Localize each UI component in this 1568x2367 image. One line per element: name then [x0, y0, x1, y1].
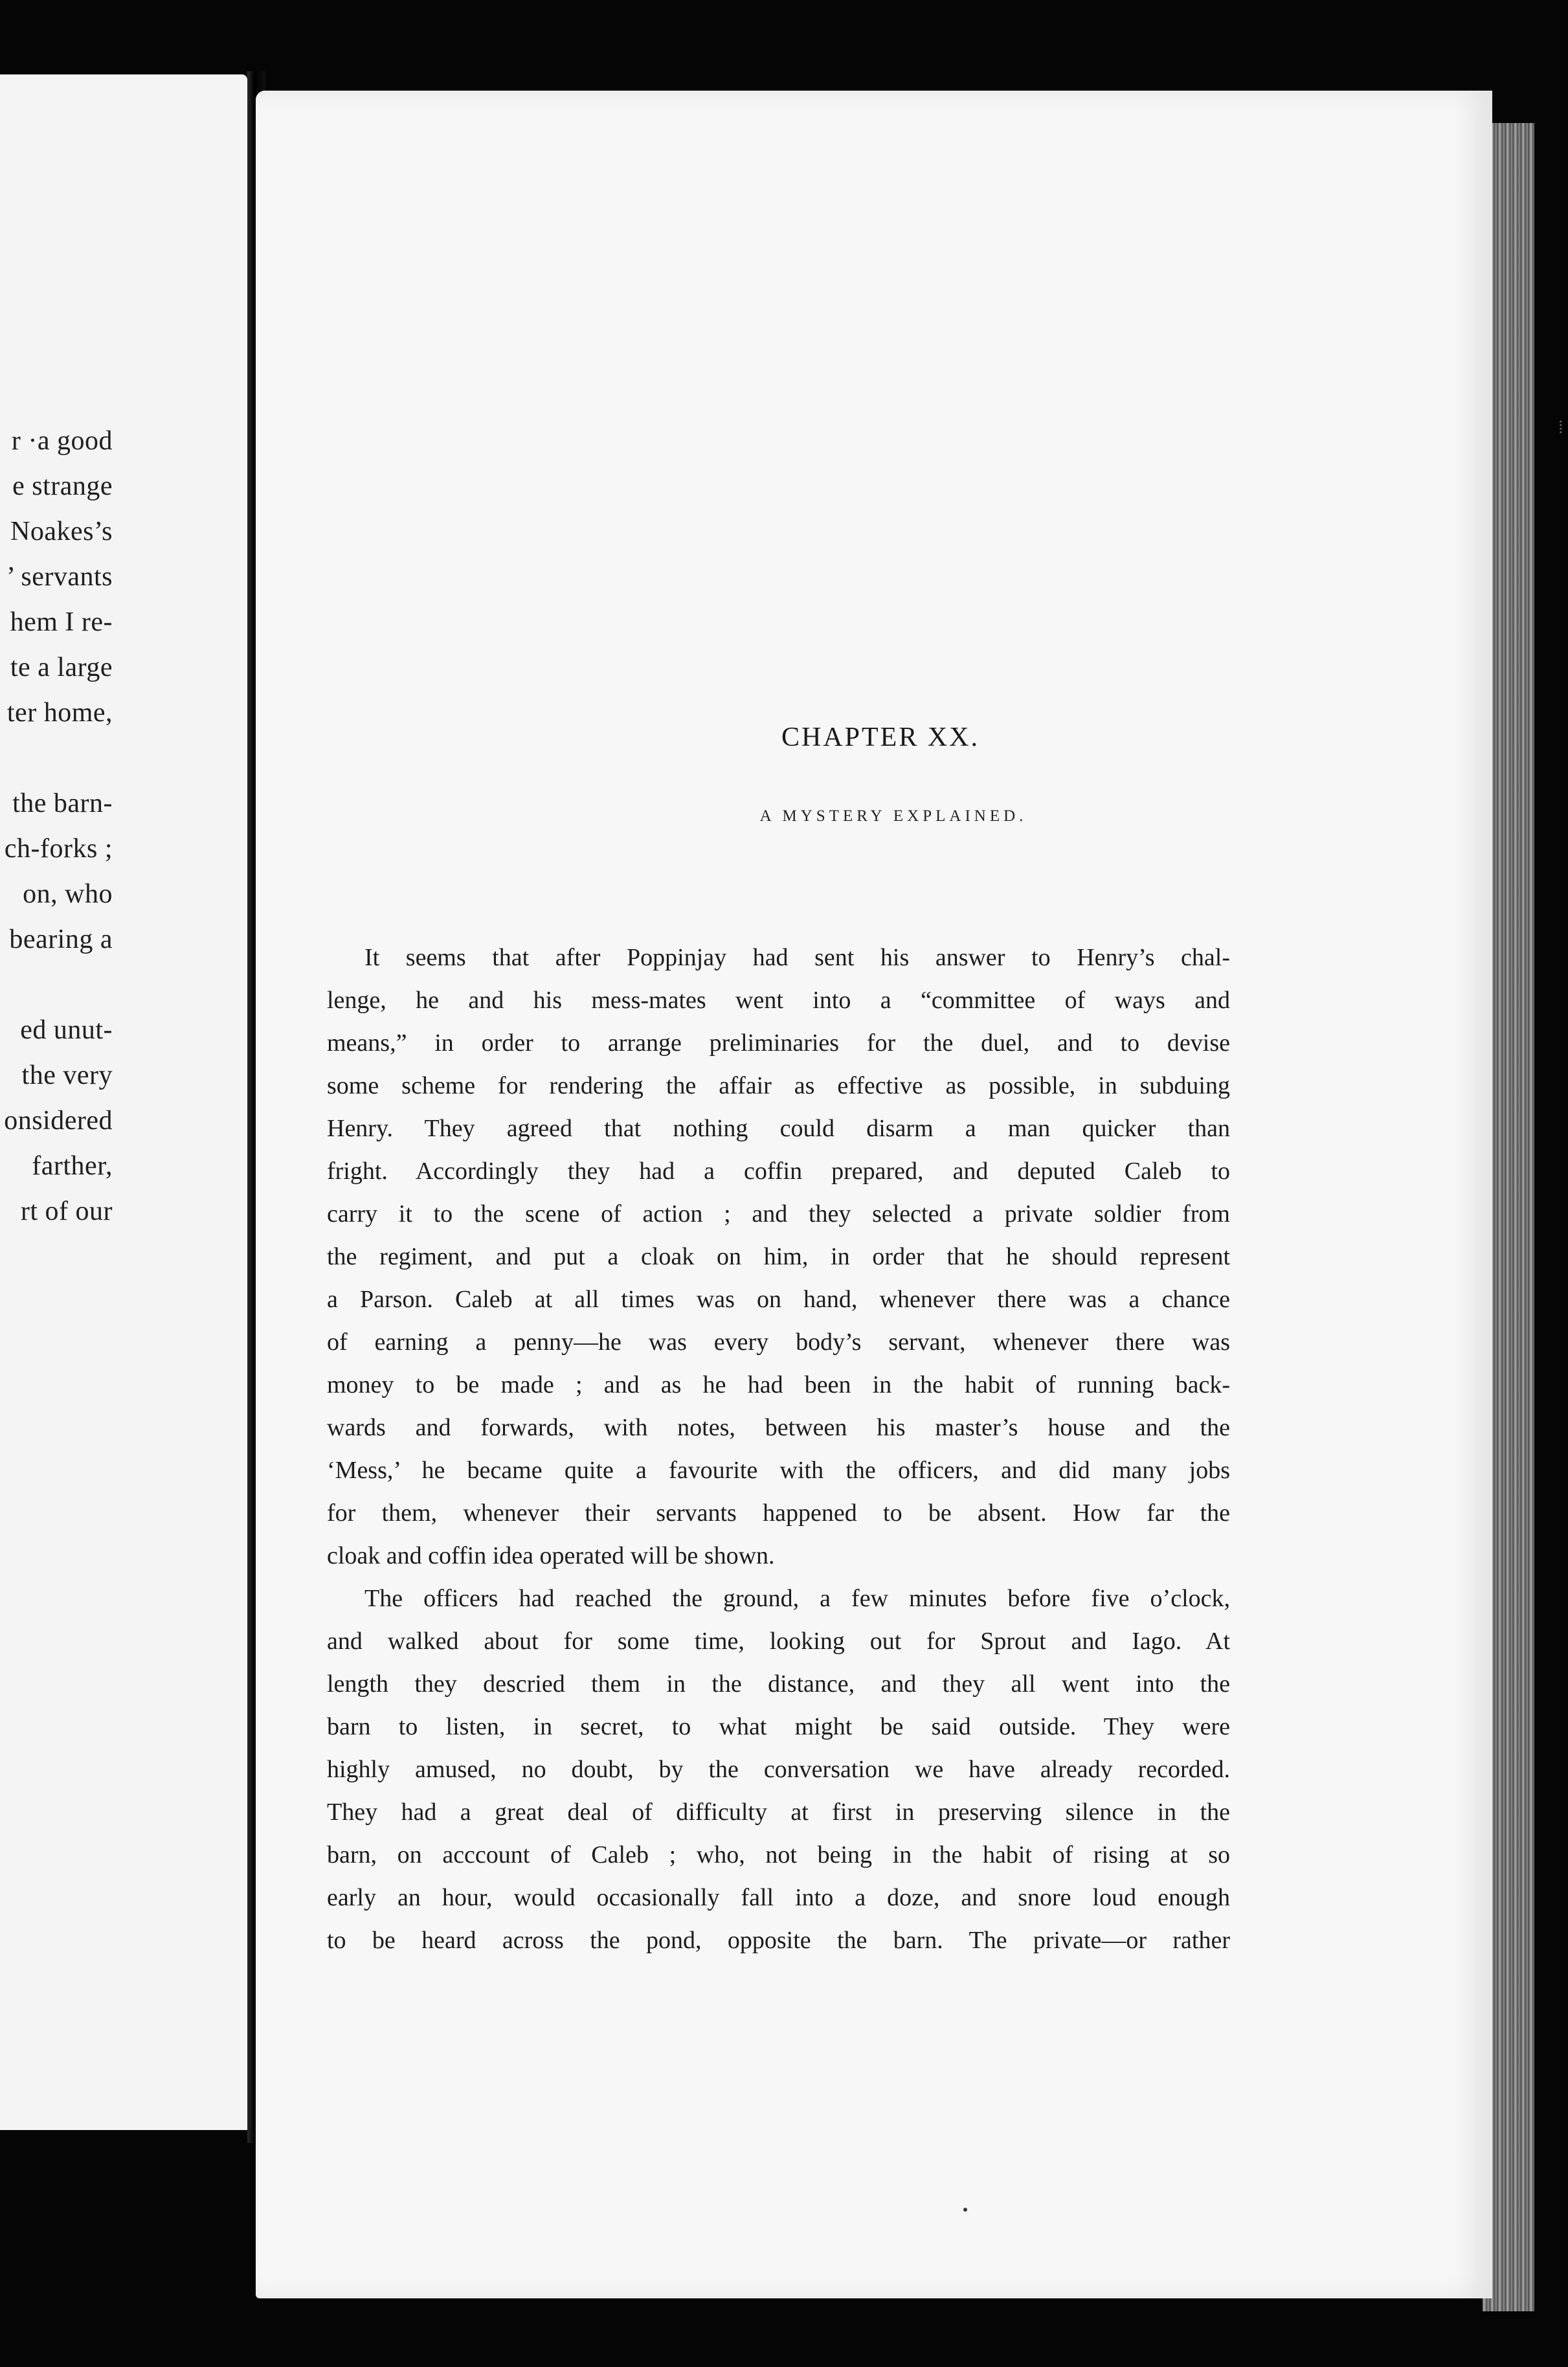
text-line: It seems that after Poppinjay had sent his answer to Henry’s chal-: [364, 944, 1230, 971]
text-line: money to be made ; and as he had been in the habit of running back-: [327, 1371, 1230, 1398]
text-line: a Parson. Caleb at all times was on hand, whenever there was a chance: [327, 1286, 1230, 1313]
text-line: wards and forwards, with notes, between his master’s house and the: [327, 1414, 1230, 1441]
text-line: barn, on acccount of Caleb ; who, not being in the habit of rising at so: [327, 1841, 1230, 1868]
left-page-line: farther,: [32, 1151, 113, 1181]
text-line: some scheme for rendering the affair as effective as possible, in subduing: [327, 1072, 1230, 1099]
text-line: cloak and coffin idea operated will be shown.: [327, 1542, 775, 1569]
left-page-line: hem I re-: [10, 607, 113, 637]
text-line: The officers had reached the ground, a few minutes before five o’clock,: [364, 1585, 1230, 1612]
page-speck: ⁞: [1558, 418, 1563, 438]
left-page-line: ter home,: [6, 698, 113, 728]
text-line: lenge, he and his mess-mates went into a “committee of ways and: [327, 987, 1230, 1014]
left-page-line: ed unut-: [20, 1015, 113, 1045]
left-page-line: ’ servants: [6, 562, 113, 592]
text-line: carry it to the scene of action ; and they selected a private soldier from: [327, 1200, 1230, 1228]
text-line: early an hour, would occasionally fall into a doze, and snore loud enough: [327, 1884, 1230, 1911]
left-page-line: r ·a good: [11, 426, 113, 456]
text-line: fright. Accordingly they had a coffin prepared, and deputed Caleb to: [327, 1158, 1230, 1185]
text-line: for them, whenever their servants happened to be absent. How far the: [327, 1499, 1230, 1527]
text-line: the regiment, and put a cloak on him, in order that he should represent: [327, 1243, 1230, 1270]
left-page-line: bearing a: [9, 925, 113, 954]
chapter-subtitle: A MYSTERY EXPLAINED.: [759, 807, 1027, 825]
chapter-title: CHAPTER XX.: [781, 723, 980, 752]
text-line: means,” in order to arrange preliminaries for the duel, and to devise: [327, 1029, 1230, 1057]
text-line: They had a great deal of difficulty at first in preserving silence in the: [327, 1799, 1230, 1826]
text-line: of earning a penny—he was every body’s servant, whenever there was: [327, 1329, 1230, 1356]
page-mark: [963, 2208, 967, 2212]
left-page-line: Noakes’s: [10, 517, 113, 546]
left-page-line: on, who: [23, 879, 113, 909]
left-page-line: the very: [21, 1060, 113, 1090]
text-line: highly amused, no doubt, by the conversation we have already recorded.: [327, 1756, 1230, 1783]
left-page-line: rt of our: [20, 1196, 113, 1226]
text-line: and walked about for some time, looking out for Sprout and Iago. At: [327, 1628, 1230, 1655]
left-facing-page: [0, 74, 247, 2130]
left-page-line: e strange: [12, 471, 113, 501]
text-line: ‘Mess,’ he became quite a favourite with the officers, and did many jobs: [327, 1457, 1230, 1484]
text-line: barn to listen, in secret, to what might be said outside. They were: [327, 1713, 1230, 1740]
text-line: Henry. They agreed that nothing could disarm a man quicker than: [327, 1115, 1230, 1142]
left-page-line: onsidered: [4, 1106, 113, 1136]
left-page-line: the barn-: [12, 789, 113, 818]
main-page: [256, 91, 1563, 2298]
text-line: length they descried them in the distance, and they all went into the: [327, 1670, 1230, 1698]
left-page-line: ch-forks ;: [4, 834, 113, 864]
left-page-line: te a large: [10, 653, 113, 682]
text-line: to be heard across the pond, opposite the barn. The private—or rather: [327, 1927, 1230, 1954]
